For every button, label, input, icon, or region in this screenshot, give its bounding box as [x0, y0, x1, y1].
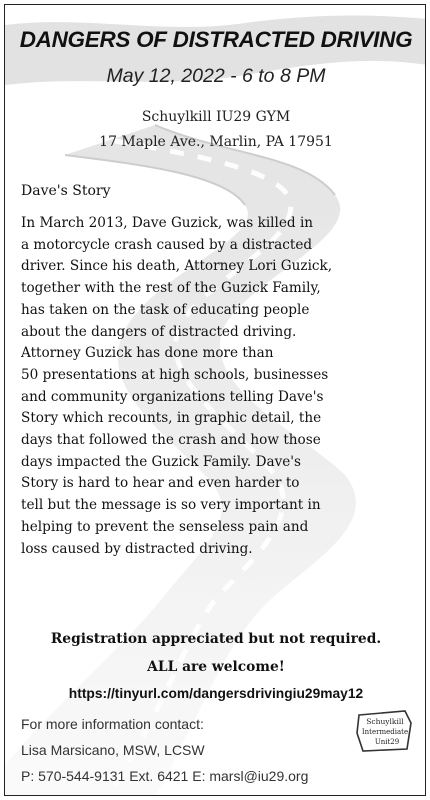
venue-address: 17 Maple Ave., Marlin, PA 17951	[99, 134, 333, 150]
story-line: helping to prevent the senseless pain and	[21, 518, 309, 535]
story-line: days impacted the Guzick Family. Dave's	[21, 453, 302, 470]
story-line: tell but the message is so very important in	[21, 497, 321, 514]
welcome-note: ALL are welcome!	[147, 659, 285, 675]
venue-name: Schuylkill IU29 GYM	[141, 109, 291, 125]
event-date: May 12, 2022 - 6 to 8 PM	[106, 65, 326, 87]
story-heading: Dave's Story	[21, 183, 111, 199]
story-line: a motorcycle crash caused by a distracted	[21, 236, 313, 253]
flyer	[4, 4, 426, 796]
story-line: In March 2013, Dave Guzick, was killed in	[21, 215, 314, 231]
contact-name: Lisa Marsicano, MSW, LCSW	[21, 742, 205, 758]
story-line: together with the rest of the Guzick Family,	[21, 280, 321, 297]
schuylkill-iu29-logo-icon	[355, 709, 415, 753]
contact-intro: For more information contact:	[21, 716, 204, 732]
logo-text-line: Schuylkill	[366, 717, 404, 726]
story-line: and community organizations telling Dave's	[21, 388, 324, 405]
registration-note: Registration appreciated but not required.	[50, 631, 382, 647]
story-line: Story which recounts, in graphic detail, the	[21, 410, 322, 427]
story-line: about the dangers of distracted driving.	[21, 323, 297, 340]
story-line: Story is hard to hear and even harder to	[21, 475, 300, 492]
logo-text-line: Unit29	[374, 738, 400, 746]
story-body	[21, 213, 419, 560]
flyer-title: DANGERS OF DISTRACTED DRIVING	[19, 27, 413, 52]
story-line: Attorney Guzick has done more than	[21, 345, 274, 362]
flyer-content	[5, 5, 426, 796]
story-line: loss caused by distracted driving.	[21, 540, 253, 557]
registration-link[interactable]: https://tinyurl.com/dangersdrivingiu29may12	[68, 686, 364, 701]
story-line: has taken on the task of educating people	[21, 301, 310, 318]
story-line: driver. Since his death, Attorney Lori Guzick,	[21, 258, 333, 275]
story-line: 50 presentations at high schools, businesses	[21, 366, 329, 383]
contact-phone-email: P: 570-544-9131 Ext. 6421 E: marsl@iu29.org	[21, 768, 309, 784]
logo-text-line: Intermediate	[361, 728, 409, 736]
story-line: days that followed the crash and how those	[21, 432, 321, 449]
